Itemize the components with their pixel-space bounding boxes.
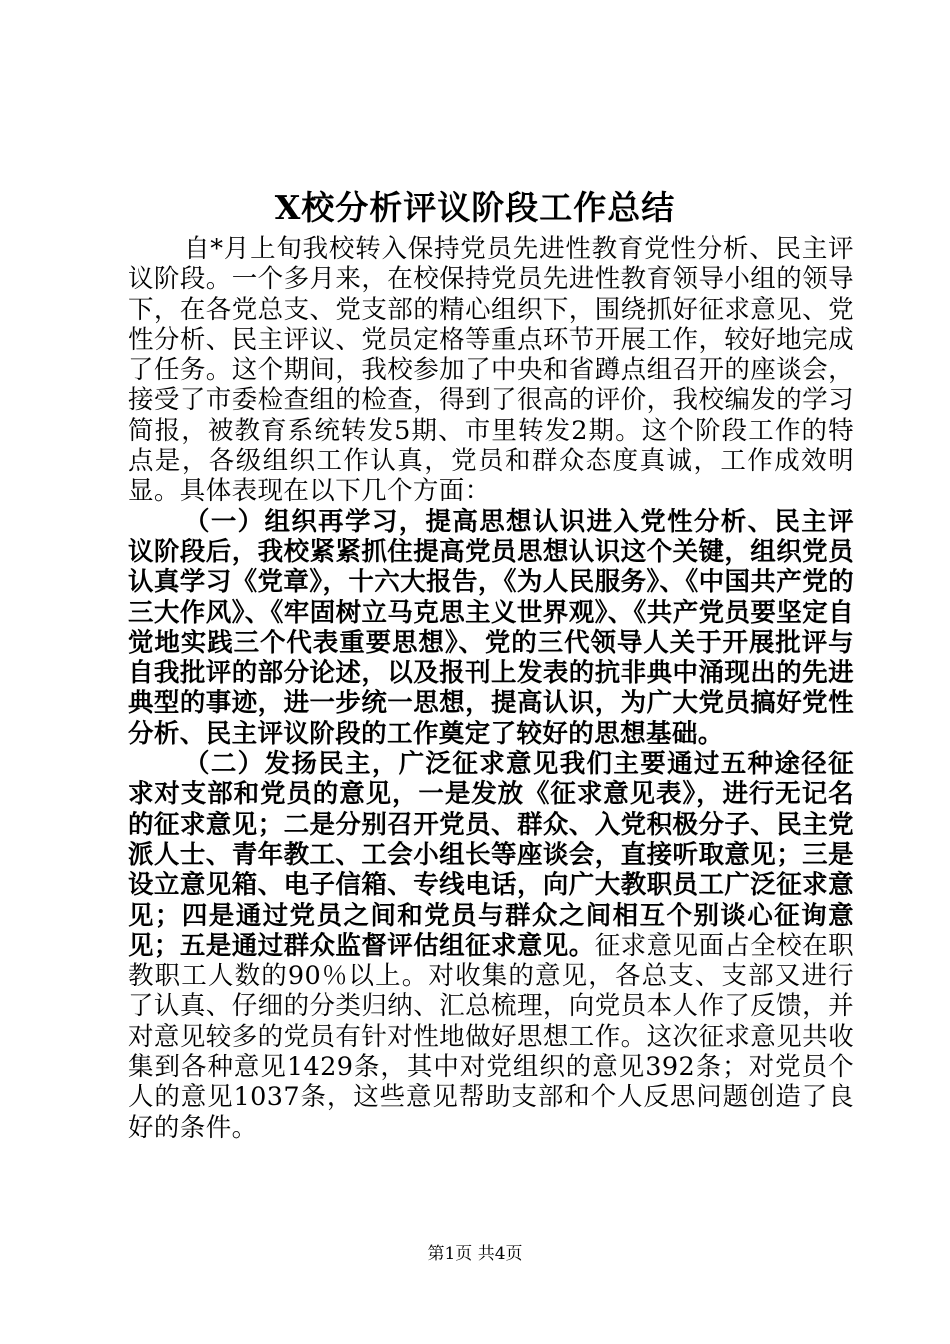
paragraph-section-1: （一）组织再学习，提高思想认识进入党性分析、民主评议阶段后，我校紧紧抓住提高党员思想认识这个关键，组织党员认真学习《党章》，十六大报告，《为人民服务》、《中国共产党的三大作风》、《牢固树立马克思主义世界观》、《共产党员要坚定自觉地实践三个代表重要思想》、党的三代领导人关于开展批评与自我批评的部分论述，以及报刊上发表的抗非典中涌现出的先进典型的事迹，进一步统一思想，提高认识，为广大党员搞好党性分析、民主评议阶段的工作奠定了较好的思想基础。 [128,506,855,749]
paragraph-intro: 自*月上旬我校转入保持党员先进性教育党性分析、民主评议阶段。一个多月来，在校保持党员先进性教育领导小组的领导下，在各党总支、党支部的精心组织下，围绕抓好征求意见、党性分析、民主评议、党员定格等重点环节开展工作，较好地完成了任务。这个期间，我校参加了中央和省蹲点组召开的座谈会，接受了市委检查组的检查，得到了很高的评价，我校编发的学习简报，被教育系统转发5期、市里转发2期。这个阶段工作的特点是，各级组织工作认真，党员和群众态度真诚，工作成效明显。具体表现在以下几个方面： [128,234,854,507]
paragraph-section-2-rest: 征求意见面占全校在职教职工人数的90％以上。对收集的意见，各总支、支部又进行了认真、仔细的分类归纳、汇总梳理，向党员本人作了反馈，并对意见较多的党员有针对性地做好思想工作。这次征求意见共收集到各种意见1429条，其中对党组织的意见392条；对党员个人的意见1037条，这些意见帮助支部和个人反思问题创造了良好的条件。 [128,930,854,1143]
document-body [128,234,854,1143]
page-number-footer: 第1页 共4页 [427,1244,523,1264]
paragraph-section-2-lead: （二）发扬民主，广泛征求意见我们主要通过五种途径征求对支部和党员的意见，一是发放《征求意见表》，进行无记名的征求意见；二是分别召开党员、群众、入党积极分子、民主党派人士、青年教工、工会小组长等座谈会，直接听取意见；三是设立意见箱、电子信箱、专线电话，向广大教职员工广泛征求意见；四是通过党员之间和党员与群众之间相互个别谈心征询意见；五是通过群众监督评估组征求意见。 [128,749,854,961]
document-title: X校分析评议阶段工作总结 [274,188,676,227]
paragraph-section-2 [128,749,854,1143]
